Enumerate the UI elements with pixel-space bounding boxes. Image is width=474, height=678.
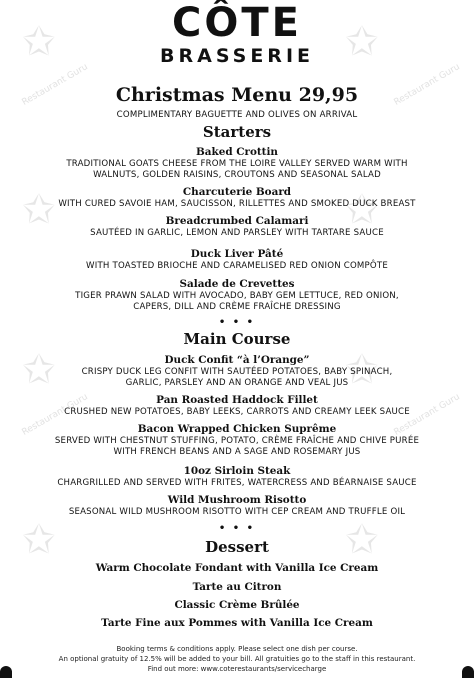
dish-name: Duck Confit “à l’Orange” <box>164 354 310 366</box>
watermark-star-icon: ✩ <box>22 187 56 233</box>
section-heading-starters: Starters <box>202 123 272 141</box>
dish-description: CRUSHED NEW POTATOES, BABY LEEKS, CARROTS AND CREAMY LEEK SAUCE <box>64 407 410 417</box>
intro-note: COMPLIMENTARY BAGUETTE AND OLIVES ON ARRIVAL <box>116 110 358 120</box>
dish-name: Wild Mushroom Risotto <box>167 494 307 506</box>
corner-ornament <box>462 666 474 678</box>
dish-name: Charcuterie Board <box>182 186 292 198</box>
dish-description: CHARGRILLED AND SERVED WITH FRITES, WATERCRESS AND BÉARNAISE SAUCE <box>57 478 417 488</box>
menu-title: Christmas Menu 29,95 <box>115 84 359 106</box>
footer-terms: Booking terms & conditions apply. Please select one dish per course. <box>116 645 358 653</box>
watermark-text: Restaurant Guru <box>20 62 90 108</box>
section-separator: • • • <box>218 317 256 328</box>
watermark-text: Restaurant Guru <box>392 392 462 438</box>
dish-name: 10oz Sirloin Steak <box>183 465 291 477</box>
dish-description: TRADITIONAL GOATS CHEESE FROM THE LOIRE VALLEY SERVED WARM WITH <box>66 159 408 169</box>
section-heading-main-course: Main Course <box>183 330 291 348</box>
dish-name: Pan Roasted Haddock Fillet <box>156 394 318 406</box>
watermark-star-icon: ✩ <box>22 517 56 563</box>
dish-description: WALNUTS, GOLDEN RAISINS, CROUTONS AND SEASONAL SALAD <box>93 170 381 180</box>
dish-name: Classic Crème Brûlée <box>174 599 300 611</box>
footer-link: Find out more: www.coterestaurants/servicecharge <box>147 665 327 673</box>
dish-description: SAUTÉED IN GARLIC, LEMON AND PARSLEY WITH TARTARE SAUCE <box>90 228 384 238</box>
section-heading-dessert: Dessert <box>205 538 269 556</box>
watermark-star-icon: ✩ <box>345 187 379 233</box>
watermark-text: Restaurant Guru <box>392 62 462 108</box>
corner-ornament <box>0 666 12 678</box>
brand-logo: CÔTE <box>172 0 302 46</box>
dish-name: Salade de Crevettes <box>179 278 295 290</box>
watermark-star-icon: ✩ <box>22 19 56 65</box>
watermark-star-icon: ✩ <box>345 19 379 65</box>
dish-description: WITH TOASTED BRIOCHE AND CARAMELISED RED ONION COMPÔTE <box>86 261 388 271</box>
dish-description: CRISPY DUCK LEG CONFIT WITH SAUTÉED POTATOES, BABY SPINACH, <box>81 367 393 377</box>
watermark-star-icon: ✩ <box>345 347 379 393</box>
dish-description: TIGER PRAWN SALAD WITH AVOCADO, BABY GEM LETTUCE, RED ONION, <box>75 291 399 301</box>
dish-name: Bacon Wrapped Chicken Suprême <box>137 423 337 435</box>
dish-name: Tarte au Citron <box>192 581 282 593</box>
dish-name: Warm Chocolate Fondant with Vanilla Ice Cream <box>95 562 379 574</box>
dish-description: GARLIC, PARSLEY AND AN ORANGE AND VEAL JUS <box>125 378 349 388</box>
section-separator: • • • <box>218 523 256 534</box>
dish-name: Tarte Fine aux Pommes with Vanilla Ice Cream <box>101 617 373 629</box>
brand-subtitle: BRASSERIE <box>160 45 314 67</box>
watermark-star-icon: ✩ <box>345 517 379 563</box>
watermark-text: Restaurant Guru <box>20 392 90 438</box>
footer-gratuity: An optional gratuity of 12.5% will be added to your bill. All gratuities go to the staff in this restaurant. <box>58 655 416 663</box>
dish-description: WITH FRENCH BEANS AND A SAGE AND ROSEMARY JUS <box>113 447 361 457</box>
dish-name: Breadcrumbed Calamari <box>165 215 309 227</box>
dish-name: Baked Crottin <box>196 146 278 158</box>
watermark-star-icon: ✩ <box>22 347 56 393</box>
dish-description: WITH CURED SAVOIE HAM, SAUCISSON, RILLETTES AND SMOKED DUCK BREAST <box>58 199 416 209</box>
dish-name: Duck Liver Pâté <box>190 248 284 260</box>
dish-description: SERVED WITH CHESTNUT STUFFING, POTATO, CRÈME FRAÎCHE AND CHIVE PURÉE <box>54 436 420 446</box>
dish-description: CAPERS, DILL AND CRÈME FRAÎCHE DRESSING <box>133 302 341 312</box>
dish-description: SEASONAL WILD MUSHROOM RISOTTO WITH CEP CREAM AND TRUFFLE OIL <box>68 507 406 517</box>
